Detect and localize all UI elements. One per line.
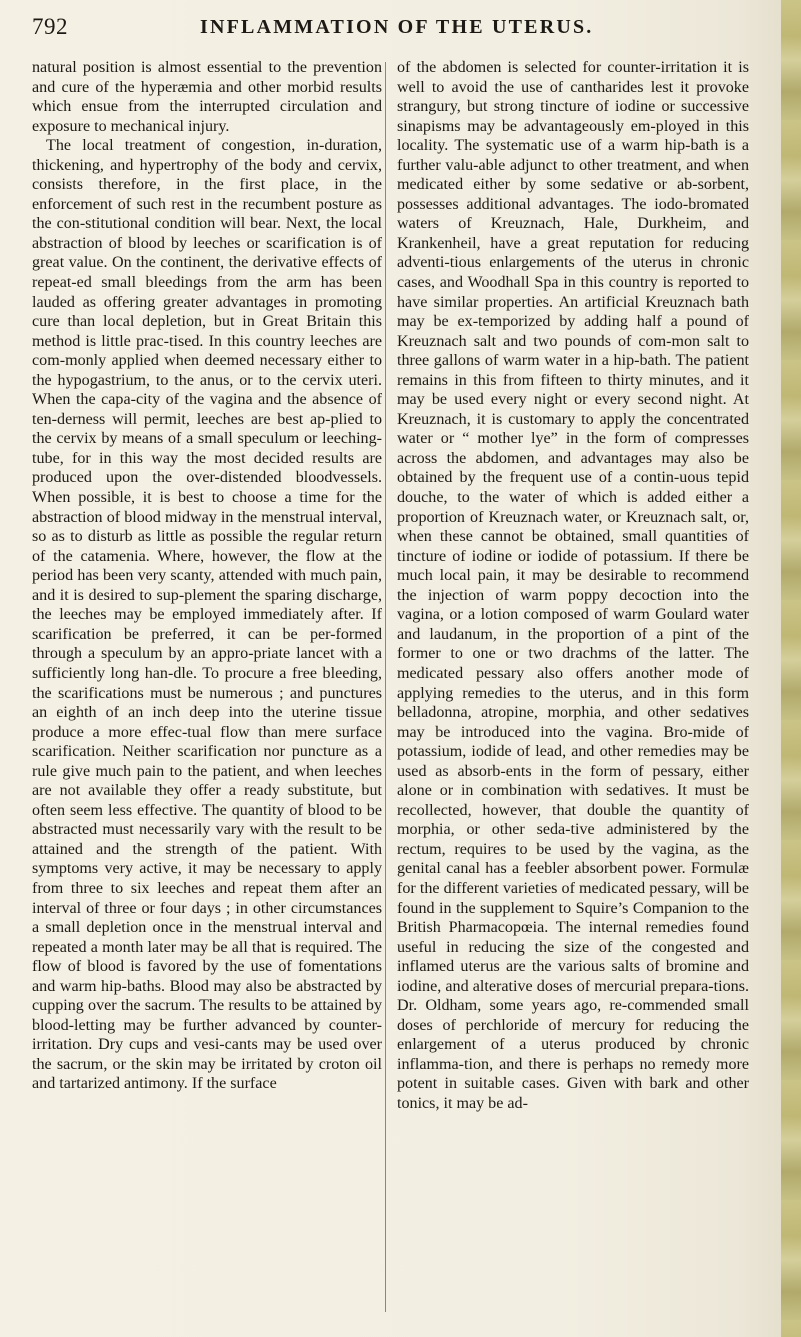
right-column <box>397 58 749 1114</box>
page-edge <box>781 0 801 1337</box>
left-column <box>32 58 382 1094</box>
paragraph: The local treatment of congestion, in-duration, thickening, and hypertrophy of the body and cervix, consists therefore, in the first place, in the enforcement of such rest in the recumbent posture as the con-stitutional condition will bear. Next, the local abstraction of blood by leeches or scarification is of great value. On the continent, the derivative effects of repeat-ed small bleedings from the arm has been lauded as offering greater advantages in promoting cure than local depletion, but in Great Britain this method is little prac-tised. In this country leeches are com-monly applied when deemed necessary either to the hypogastrium, to the anus, or to the cervix uteri. When the capa-city of the vagina and the absence of ten-derness will permit, leeches are best ap-plied to the cervix by means of a small speculum or leeching-tube, for in this way the most decided results are produced upon the over-distended bloodvessels. When possible, it is best to choose a time for the abstraction of blood midway in the menstrual interval, so as to disturb as little as possible the regular return of the catamenia. Where, however, the flow at the period has been very scanty, attended with much pain, and it is desired to sup-plement the sparing discharge, the leeches may be employed immediately after. If scarification be preferred, it can be per-formed through a speculum by an appro-priate lancet with a sufficiently long han-dle. To procure a free bleeding, the scarifications must be numerous ; and punctures an eighth of an inch deep into the uterine tissue produce a more effec-tual flow than mere surface scarification. Neither scarification nor puncture as a rule give much pain to the patient, and when leeches are not available they offer a ready substitute, but often seem less effective. The quantity of blood to be abstracted must necessarily vary with the result to be attained and the strength of the patient. With symptoms very active, it may be necessary to apply from three to six leeches and repeat them after an interval of three or four days ; in other circumstances a small depletion once in the menstrual interval and repeated a month later may be all that is required. The flow of blood is favored by the use of fomentations and warm hip-baths. Blood may also be abstracted by cupping over the sacrum. The results to be attained by blood-letting may be further advanced by counter-irritation. Dry cups and vesi-cants may be used over the sacrum, or the skin may be irritated by croton oil and tartarized antimony. If the surface <box>32 137 382 1093</box>
page-header <box>32 14 767 42</box>
paragraph: natural position is almost essential to the prevention and cure of the hyperæmia and other morbid results which ensue from the interrupted circulation and exposure to mechanical injury. <box>32 59 382 135</box>
running-head: INFLAMMATION OF THE UTERUS. <box>200 16 594 38</box>
paragraph: of the abdomen is selected for counter-irritation it is well to avoid the use of cantharides lest it provoke strangury, but strong tincture of iodine or successive sinapisms may be advantageously em-ployed in this locality. The systematic use of a warm hip-bath is a further valu-able adjunct to other treatment, and when medicated either by some sedative or ab-sorbent, possesses additional advantages. The iodo-bromated waters of Kreuznach, Hale, Durkheim, and Krankenheil, have a great reputation for reducing adventi-tious enlargements of the uterus in chronic cases, and Woodhall Spa in this country is reported to have similar properties. An artificial Kreuznach bath may be ex-temporized by adding half a pound of Kreuznach salt and two pounds of com-mon salt to three gallons of warm water in a hip-bath. The patient remains in this from fifteen to thirty minutes, and it may be used every night or every second night. At Kreuznach, it is customary to apply the concentrated water or “ mother lye” in the form of compresses across the abdomen, and advantages may also be obtained by the frequent use of a contin-uous tepid douche, to the water of which is added either a proportion of Kreuznach water, or Kreuznach salt, or, when these cannot be obtained, small quantities of tincture of iodine or iodide of potassium. If there be much local pain, it may be desirable to recommend the injection of warm poppy decoction into the vagina, or a lotion composed of warm Goulard water and laudanum, in the proportion of a pint of the former to one or two drachms of the latter. The medicated pessary also offers another mode of applying remedies to the uterus, and in this form belladonna, atropine, morphia, and other sedatives may be introduced into the vagina. Bro-mide of potassium, iodide of lead, and other remedies may be used as absorb-ents in the form of pessary, either alone or in combination with sedatives. It must be recollected, however, that double the quantity of morphia, or other seda-tive administered by the rectum, requires to be used by the vagina, as the genital canal has a feebler absorbent power. Formulæ for the different varieties of medicated pessary, will be found in the supplement to Squire’s Companion to the British Pharmacopœia. The internal remedies found useful in reducing the size of the congested and inflamed uterus are the various salts of bromine and iodine, and alterative doses of mercurial prepara-tions. Dr. Oldham, some years ago, re-commended small doses of perchloride of mercury for reducing the enlargement of a uterus produced by chronic inflamma-tion, and there is perhaps no remedy more potent in suitable cases. Given with bark and other tonics, it may be ad- <box>397 59 749 1112</box>
page-number: 792 <box>32 14 68 39</box>
column-divider <box>385 62 386 1312</box>
